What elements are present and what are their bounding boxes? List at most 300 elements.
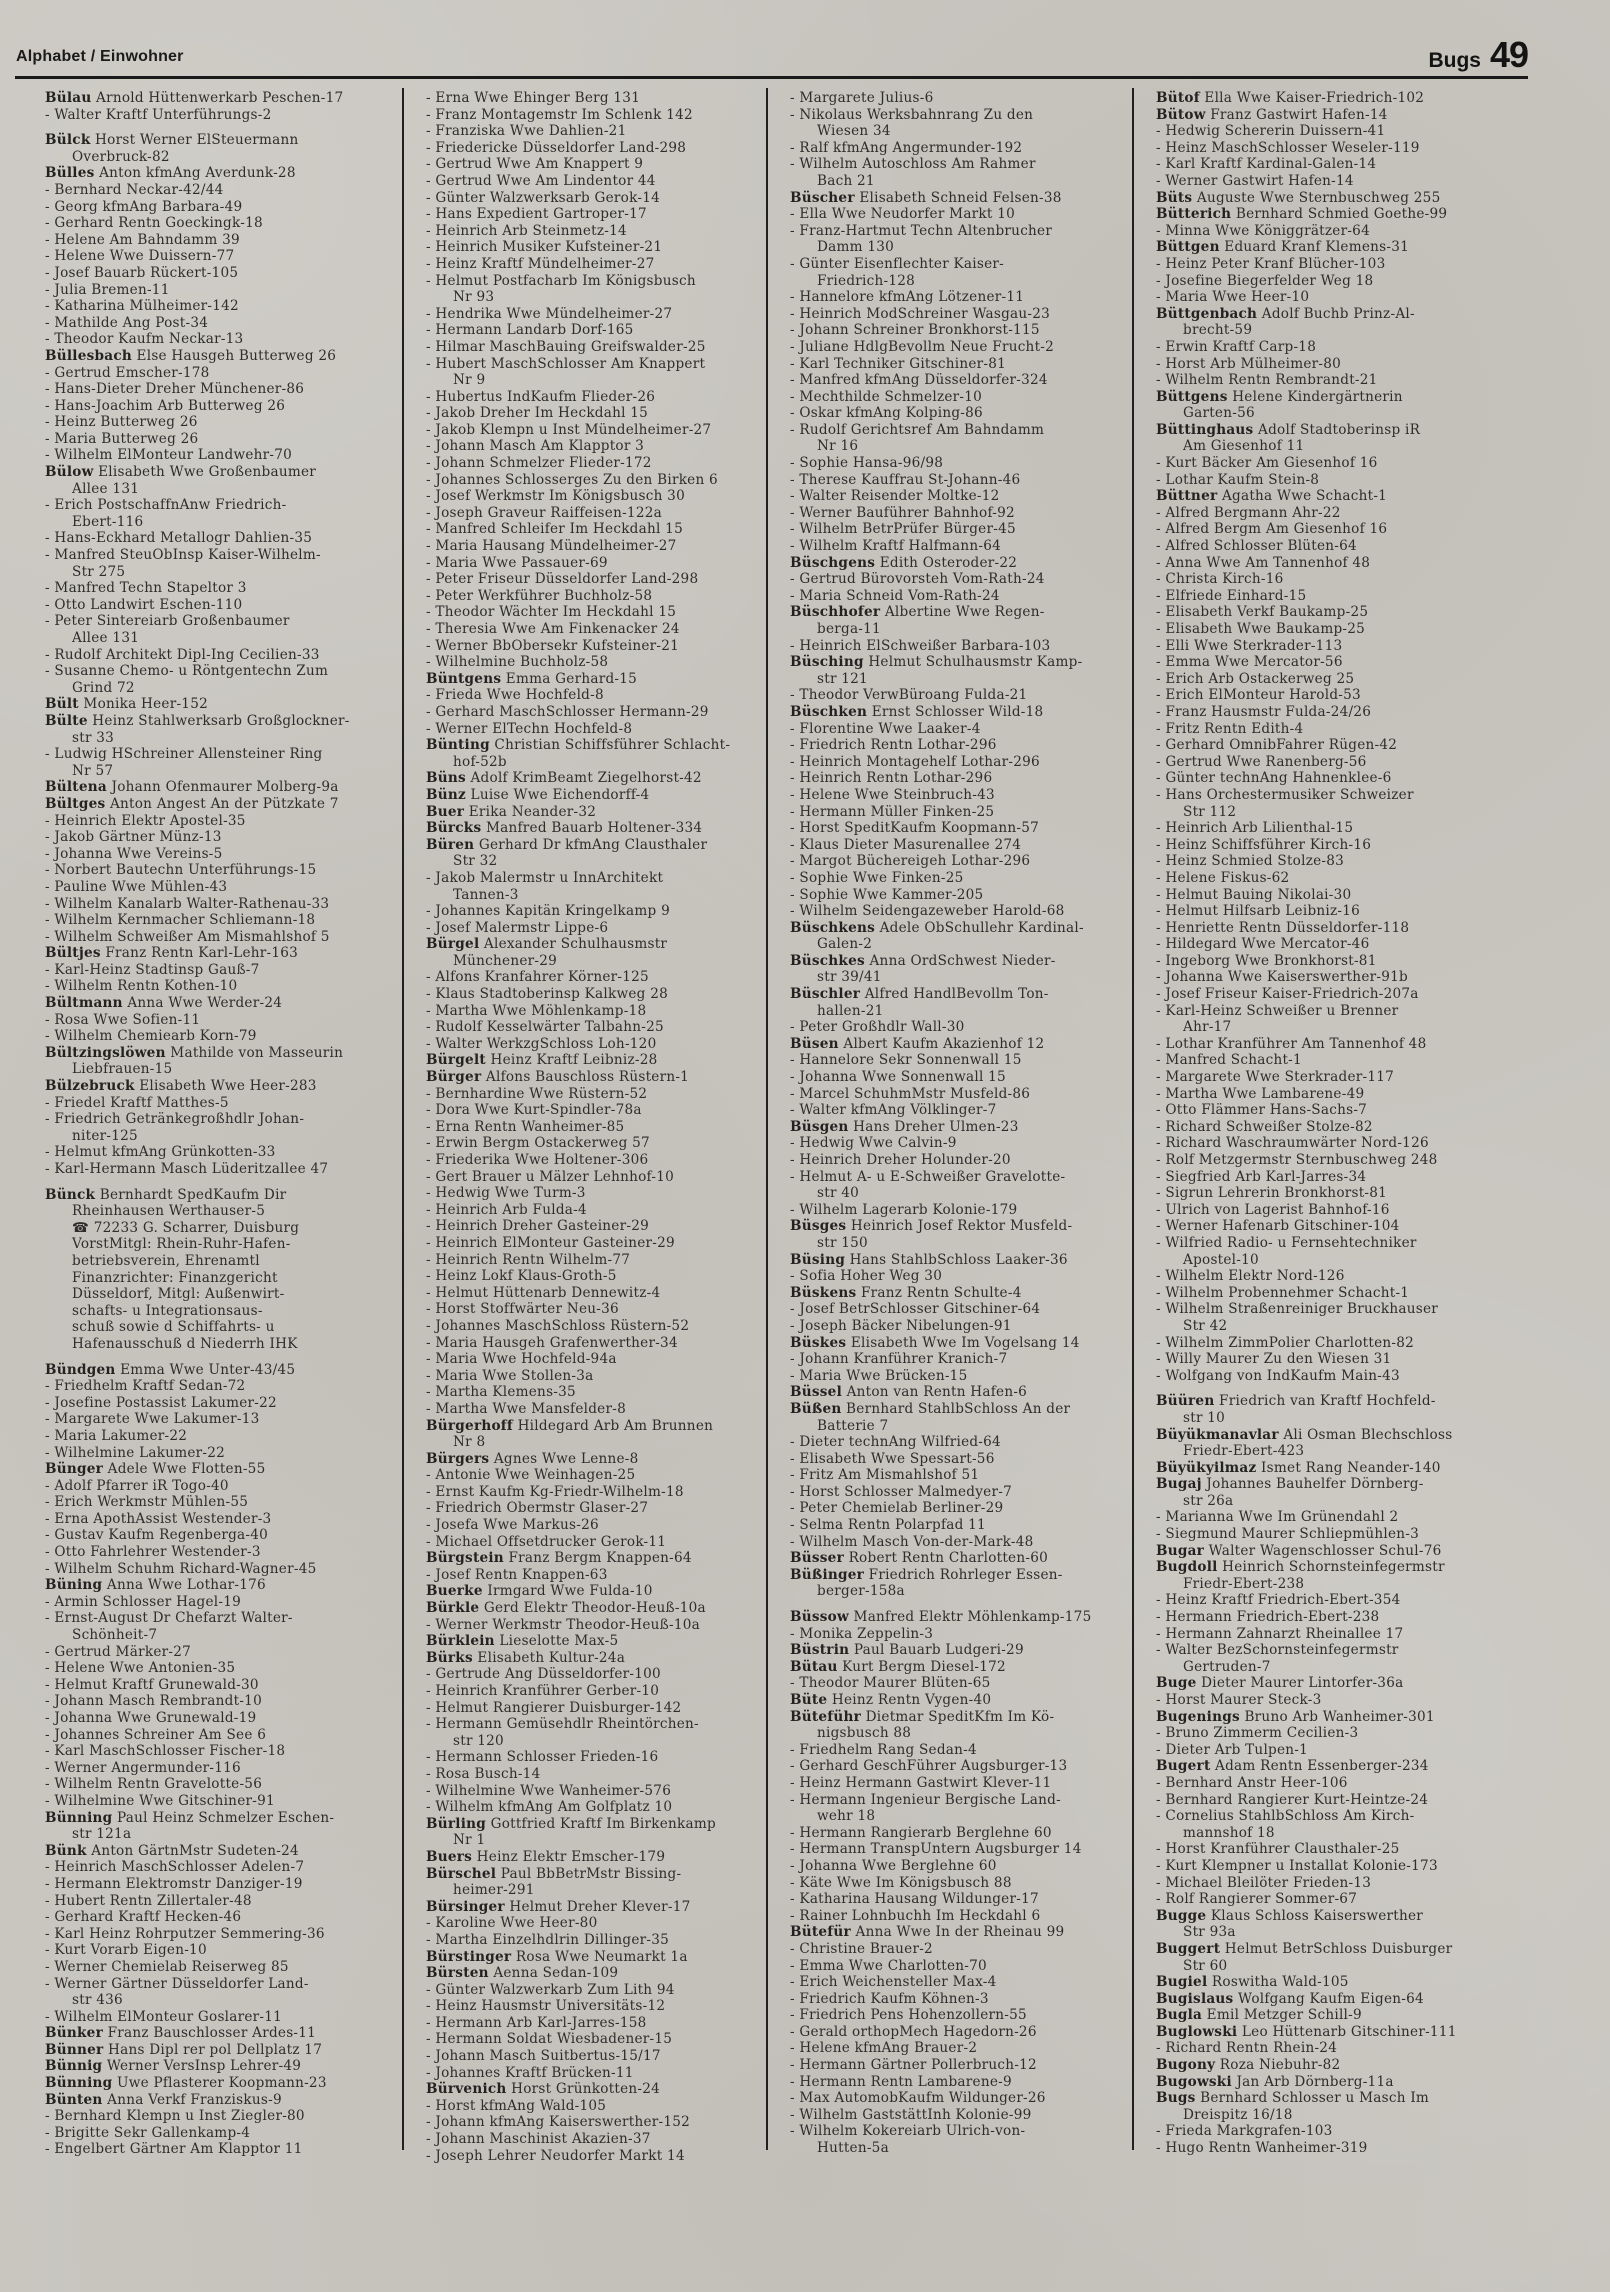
directory-line: Bürsinger Helmut Dreher Klever-17 xyxy=(426,1898,691,1915)
directory-line: - Siegfried Arb Karl-Jarres-34 xyxy=(1156,1168,1367,1185)
directory-line: - Maria Wwe Stollen-3a xyxy=(426,1367,594,1384)
directory-line: schafts- u Integrationsaus- xyxy=(72,1302,263,1319)
directory-line: - Johann Schreiner Bronkhorst-115 xyxy=(790,322,1040,339)
directory-line: - Richard Waschraumwärter Nord-126 xyxy=(1156,1135,1429,1152)
directory-line: Büttgens Helene Kindergärtnerin xyxy=(1156,388,1403,405)
directory-line: Büntgens Emma Gerhard-15 xyxy=(426,670,638,687)
directory-line: - Johannes Kraftf Brücken-11 xyxy=(426,2064,634,2081)
directory-line: Bugdoll Heinrich Schornsteinfegermstr xyxy=(1156,1559,1445,1576)
directory-line: Büyükyilmaz Ismet Rang Neander-140 xyxy=(1156,1459,1441,1476)
directory-line: Allee 131 xyxy=(72,630,140,646)
directory-line: Bülles Anton kfmAng Averdunk-28 xyxy=(45,165,296,182)
directory-line: - Wilhelm ElMonteur Goslarer-11 xyxy=(45,2008,283,2025)
directory-line: Bülte Heinz Stahlwerksarb Großglockner- xyxy=(45,712,350,729)
directory-line: - Maria Wwe Brücken-15 xyxy=(790,1367,968,1384)
directory-line: - Josef Rentn Knappen-63 xyxy=(426,1566,608,1583)
directory-line: - Oskar kfmAng Kolping-86 xyxy=(790,405,983,422)
directory-line: - Marianna Wwe Im Grünendahl 2 xyxy=(1156,1509,1399,1526)
directory-line: - Rolf Rangierer Sommer-67 xyxy=(1156,1891,1358,1908)
directory-line: - Therese Kauffrau St-Johann-46 xyxy=(790,471,1021,488)
directory-line: berga-11 xyxy=(817,621,881,637)
directory-line: - Rainer Lohnbuchh Im Heckdahl 6 xyxy=(790,1907,1041,1924)
directory-line: Bünten Anna Verkf Franziskus-9 xyxy=(45,2091,282,2108)
directory-line: Bugowski Jan Arb Dörnberg-11a xyxy=(1156,2073,1394,2090)
directory-line: Bünker Franz Bauschlosser Ardes-11 xyxy=(45,2025,317,2042)
directory-line: Bütefür Anna Wwe In der Rheinau 99 xyxy=(790,1924,1065,1941)
directory-line: - Hans Orchestermusiker Schweizer xyxy=(1156,786,1414,803)
directory-line: - Friedrich Getränkegroßhdlr Johan- xyxy=(45,1111,305,1128)
directory-line: - Werner Gastwirt Hafen-14 xyxy=(1156,172,1354,189)
directory-line: - Lothar Kaufm Stein-8 xyxy=(1156,471,1320,488)
directory-line: - Rudolf Gerichtsref Am Bahndamm xyxy=(790,421,1045,438)
directory-line: - Wilfried Radio- u Fernsehtechniker xyxy=(1156,1234,1417,1251)
directory-line: - Walter BezSchornsteinfegermstr xyxy=(1156,1642,1399,1659)
directory-line: Bündgen Emma Wwe Unter-43/45 xyxy=(45,1361,296,1378)
directory-line: - Jakob Malermstr u InnArchitekt xyxy=(426,869,664,886)
directory-line: - Sofia Hoher Weg 30 xyxy=(790,1268,943,1285)
directory-line: Ahr-17 xyxy=(1183,1019,1232,1036)
directory-line: Bütof Ella Wwe Kaiser-Friedrich-102 xyxy=(1156,90,1425,106)
directory-line: - Karl Kraftf Kardinal-Galen-14 xyxy=(1156,156,1377,173)
directory-line: - Wilhelm Autoschloss Am Rahmer xyxy=(790,156,1036,173)
column-3 xyxy=(766,90,1132,2157)
directory-line: - Helene Wwe Antonien-35 xyxy=(45,1660,236,1677)
directory-line: - Dora Wwe Kurt-Spindler-78a xyxy=(426,1102,642,1119)
directory-line: str 40 xyxy=(817,1185,860,1202)
directory-line: - Otto Fahrlehrer Westender-3 xyxy=(45,1544,261,1561)
directory-line: - Johanna Wwe Grunewald-19 xyxy=(45,1710,257,1726)
directory-line: - Bruno Zimmerm Cecilien-3 xyxy=(1156,1725,1359,1742)
directory-line: - Werner Hafenarb Gitschiner-104 xyxy=(1156,1218,1400,1235)
directory-line: - Juliane HdlgBevollm Neue Frucht-2 xyxy=(790,338,1055,355)
directory-line: - Erich PostschaffnAnw Friedrich- xyxy=(45,497,287,514)
page-corner xyxy=(1428,34,1528,76)
directory-line: - Ulrich von Lagerist Bahnhof-16 xyxy=(1156,1201,1390,1218)
directory-line: Bünner Hans Dipl rer pol Dellplatz 17 xyxy=(45,2041,323,2058)
directory-line: Bürklein Lieselotte Max-5 xyxy=(426,1633,619,1650)
directory-line: - Horst Schlosser Malmedyer-7 xyxy=(790,1483,1012,1500)
directory-line: Bülow Elisabeth Wwe Großenbaumer xyxy=(45,464,317,481)
directory-line: - Karl-Heinz Schweißer u Brenner xyxy=(1156,1002,1399,1019)
directory-line: - Erwin Bergm Ostackerweg 57 xyxy=(426,1135,650,1152)
directory-line: - Werner Bauführer Bahnhof-92 xyxy=(790,504,1015,521)
directory-line: - Alfred Bergm Am Giesenhof 16 xyxy=(1156,521,1388,538)
directory-line: - Johannes Schreiner Am See 6 xyxy=(45,1726,267,1743)
directory-line xyxy=(1156,1384,1530,1393)
directory-line: - Jakob Gärtner Münz-13 xyxy=(45,829,222,846)
directory-line: str 150 xyxy=(817,1234,868,1251)
directory-line: - Werner BbObersekr Kufsteiner-21 xyxy=(426,637,680,654)
directory-line: - Martha Klemens-35 xyxy=(426,1384,576,1401)
directory-line: - Maria Butterweg 26 xyxy=(45,430,199,447)
directory-line: - Maria Wwe Passauer-69 xyxy=(426,554,608,571)
directory-line: - Walter WerkzgSchloss Loh-120 xyxy=(426,1035,657,1052)
directory-line: - Helmut Postfacharb Im Königsbusch xyxy=(426,272,696,289)
directory-line: - Hermann TranspUntern Augsburger 14 xyxy=(790,1841,1082,1858)
directory-line: - Karl MaschSchlosser Fischer-18 xyxy=(45,1743,286,1760)
directory-line: - Rolf Metzgermstr Sternbuschweg 248 xyxy=(1156,1152,1438,1168)
directory-line: Bürvenich Horst Grünkotten-24 xyxy=(426,2081,661,2098)
directory-line: - Heinz Schmied Stolze-83 xyxy=(1156,853,1345,870)
directory-line: - Gertrud Wwe Am Knappert 9 xyxy=(426,156,644,173)
directory-line: Nr 57 xyxy=(72,762,114,779)
directory-line: - Manfred Techn Stapeltor 3 xyxy=(45,580,247,597)
directory-line: - Hermann Rangierarb Berglehne 60 xyxy=(790,1824,1052,1841)
directory-line: - Hermann Müller Finken-25 xyxy=(790,803,995,820)
directory-line: Bünz Luise Wwe Eichendorff-4 xyxy=(426,786,650,803)
directory-line: - Gertrud Wwe Ranenberg-56 xyxy=(1156,753,1367,770)
directory-line: - Karl-Hermann Masch Lüderitzallee 47 xyxy=(45,1161,329,1177)
directory-line: - Helene Wwe Steinbruch-43 xyxy=(790,786,995,803)
directory-line: Friedrich-128 xyxy=(817,272,916,289)
directory-line: - Hans-Dieter Dreher Münchener-86 xyxy=(45,381,305,398)
directory-line: - Heinz Kraftf Friedrich-Ebert-354 xyxy=(1156,1592,1401,1609)
directory-line: - Emma Wwe Charlotten-70 xyxy=(790,1957,987,1974)
directory-line: - Margarete Wwe Lakumer-13 xyxy=(45,1411,260,1428)
directory-line: - Sigrun Lehrerin Bronkhorst-81 xyxy=(1156,1185,1388,1202)
directory-line: - Erich Werkmstr Mühlen-55 xyxy=(45,1494,249,1511)
directory-line: - Horst SpeditKaufm Koopmann-57 xyxy=(790,820,1040,837)
directory-line: brecht-59 xyxy=(1183,322,1253,339)
directory-line: - Florentine Wwe Laaker-4 xyxy=(790,720,981,737)
directory-line: str 10 xyxy=(1183,1409,1226,1426)
directory-line: Münchener-29 xyxy=(453,952,558,969)
directory-line: - Erich Weichensteller Max-4 xyxy=(790,1974,997,1991)
directory-line: Str 42 xyxy=(1183,1317,1228,1334)
directory-line: Büns Adolf KrimBeamt Ziegelhorst-42 xyxy=(426,770,702,787)
directory-line: Hutten-5a xyxy=(817,2140,889,2157)
directory-line: - Dieter Arb Tulpen-1 xyxy=(1156,1741,1309,1758)
directory-line: - Hedwig Wwe Calvin-9 xyxy=(790,1135,957,1152)
directory-line: - Horst Stoffwärter Neu-36 xyxy=(426,1301,619,1318)
directory-line: - Helmut A- u E-Schweißer Gravelotte- xyxy=(790,1168,1066,1185)
directory-line: - Richard Rentn Rhein-24 xyxy=(1156,2040,1338,2057)
directory-line: - Klaus Stadtoberinsp Kalkweg 28 xyxy=(426,986,668,1003)
directory-line: - Emma Wwe Mercator-56 xyxy=(1156,654,1343,671)
directory-line: Bültzingslöwen Mathilde von Masseurin xyxy=(45,1044,344,1061)
directory-line: - Margot Büchereigeh Lothar-296 xyxy=(790,853,1031,870)
directory-line: - Karl-Heinz Stadtinsp Gauß-7 xyxy=(45,961,260,978)
page-title: Alphabet / Einwohner xyxy=(16,48,184,65)
directory-line: Büsser Robert Rentn Charlotten-60 xyxy=(790,1550,1048,1567)
directory-line: - Hedwig Schererin Duissern-41 xyxy=(1156,123,1386,140)
directory-line: Str 275 xyxy=(72,563,126,580)
directory-line: - Peter Sintereiarb Großenbaumer xyxy=(45,613,290,630)
directory-line: ☎ 72233 G. Scharrer, Duisburg xyxy=(72,1219,300,1236)
directory-line: Bült Monika Heer-152 xyxy=(45,696,208,713)
column-4 xyxy=(1132,90,1530,2157)
directory-line: - Johannes Schlosserges Zu den Birken 6 xyxy=(426,471,718,488)
directory-line: - Willy Maurer Zu den Wiesen 31 xyxy=(1156,1351,1392,1368)
directory-line: - Johannes MaschSchloss Rüstern-52 xyxy=(426,1317,690,1334)
directory-line: Friedr-Ebert-423 xyxy=(1183,1443,1305,1460)
directory-line: - Horst kfmAng Wald-105 xyxy=(426,2097,607,2114)
directory-line: Bugiel Roswitha Wald-105 xyxy=(1156,1974,1349,1991)
directory-line: - Johann kfmAng Kaiserswerther-152 xyxy=(426,2114,691,2131)
directory-line: Büllesbach Else Hausgeh Butterweg 26 xyxy=(45,347,337,364)
directory-line: - Wilhelm Schweißer Am Mismahlshof 5 xyxy=(45,928,330,945)
directory-line: Damm 130 xyxy=(817,239,895,256)
directory-line: - Wilhelm kfmAng Am Golfplatz 10 xyxy=(426,1799,673,1816)
directory-line: - Friedrich Obermstr Glaser-27 xyxy=(426,1500,649,1517)
directory-line: - Ella Wwe Neudorfer Markt 10 xyxy=(790,206,1015,223)
directory-line: - Selma Rentn Polarpfad 11 xyxy=(790,1517,986,1534)
directory-line: str 120 xyxy=(453,1732,504,1749)
directory-line: Bugar Walter Wagenschlosser Schul-76 xyxy=(1156,1542,1442,1559)
page-keyword: Bugs xyxy=(1428,49,1481,72)
directory-line: - Hermann Gemüsehdlr Rheintörchen- xyxy=(426,1716,699,1733)
directory-line: - Wilhelm ZimmPolier Charlotten-82 xyxy=(1156,1334,1415,1351)
directory-line: - Hermann Friedrich-Ebert-238 xyxy=(1156,1609,1380,1626)
directory-line: - Peter Werkführer Buchholz-58 xyxy=(426,587,653,604)
directory-line: - Walter Kraftf Unterführungs-2 xyxy=(45,106,272,123)
directory-line: - Hans-Eckhard Metallogr Dahlien-35 xyxy=(45,530,313,547)
directory-line: - Elfriede Einhard-15 xyxy=(1156,587,1307,604)
directory-line: - Walter kfmAng Völklinger-7 xyxy=(790,1102,997,1119)
directory-line: - Martha Einzelhdlrin Dillinger-35 xyxy=(426,1931,670,1948)
directory-line: - Kurt Klempner u Installat Kolonie-173 xyxy=(1156,1857,1438,1874)
directory-line: - Helmut Bauing Nikolai-30 xyxy=(1156,886,1352,903)
directory-line: Bürstinger Rosa Wwe Neumarkt 1a xyxy=(426,1948,688,1965)
directory-line: Bach 21 xyxy=(817,172,875,189)
directory-line: Büschken Ernst Schlosser Wild-18 xyxy=(790,703,1044,720)
directory-line: str 39/41 xyxy=(817,969,882,986)
directory-line: Büsges Heinrich Josef Rektor Musfeld- xyxy=(790,1218,1073,1235)
directory-line: - Helmut kfmAng Grünkotten-33 xyxy=(45,1144,276,1161)
directory-line: Büts Auguste Wwe Sternbuschweg 255 xyxy=(1156,189,1441,206)
directory-line: - Martha Wwe Lambarene-49 xyxy=(1156,1085,1365,1102)
directory-line: Str 93a xyxy=(1183,1924,1236,1941)
directory-line: - Theodor Kaufm Neckar-13 xyxy=(45,331,244,348)
directory-line: Buge Dieter Maurer Lintorfer-36a xyxy=(1156,1675,1404,1692)
directory-line: - Cornelius StahlbSchloss Am Kirch- xyxy=(1156,1808,1415,1825)
directory-line: - Ralf kfmAng Angermunder-192 xyxy=(790,139,1023,156)
directory-line: - Helene Am Bahndamm 39 xyxy=(45,231,240,248)
directory-line: - Peter Chemielab Berliner-29 xyxy=(790,1500,1004,1517)
directory-line: - Johanna Wwe Berglehne 60 xyxy=(790,1857,997,1874)
directory-line: str 436 xyxy=(72,1992,123,2009)
directory-line: - Hugo Rentn Wanheimer-319 xyxy=(1156,2140,1368,2157)
directory-line: - Johannes Kapitän Kringelkamp 9 xyxy=(426,903,670,920)
directory-line: Büßen Bernhard StahlbSchloss An der xyxy=(790,1400,1071,1417)
directory-line: - Johanna Wwe Vereins-5 xyxy=(45,845,223,862)
directory-line: - Hermann Gärtner Pollerbruch-12 xyxy=(790,2057,1037,2074)
directory-line: - Mathilde Ang Post-34 xyxy=(45,314,209,331)
directory-line: Büskes Elisabeth Wwe Im Vogelsang 14 xyxy=(790,1334,1080,1351)
directory-line: - Sophie Hansa-96/98 xyxy=(790,455,944,472)
directory-line: - Horst Arb Mülheimer-80 xyxy=(1156,355,1342,372)
directory-line: - Wilhelm Rentn Gravelotte-56 xyxy=(45,1776,263,1793)
directory-line: - Joseph Graveur Raiffeisen-122a xyxy=(426,504,662,521)
directory-line: Büren Gerhard Dr kfmAng Clausthaler xyxy=(426,836,708,853)
directory-line: - Theodor VerwBüroang Fulda-21 xyxy=(790,687,1028,704)
directory-line: - Antonie Wwe Weinhagen-25 xyxy=(426,1467,636,1484)
directory-line: Bültmann Anna Wwe Werder-24 xyxy=(45,995,283,1012)
directory-line: Bugony Roza Niebuhr-82 xyxy=(1156,2057,1341,2074)
directory-line: - Alfons Kranfahrer Körner-125 xyxy=(426,969,649,986)
directory-line: - Heinz Butterweg 26 xyxy=(45,414,198,431)
directory-line xyxy=(45,1353,402,1362)
directory-line: - Heinz Hermann Gastwirt Klever-11 xyxy=(790,1774,1052,1791)
directory-line: - Heinrich Rentn Lothar-296 xyxy=(790,770,993,787)
directory-line: Büsching Helmut Schulhausmstr Kamp- xyxy=(790,654,1083,671)
directory-line: - Nikolaus Werksbahnrang Zu den xyxy=(790,106,1034,123)
directory-line: - Hans Expedient Gartroper-17 xyxy=(426,206,647,223)
directory-line: - Hubert MaschSchlosser Am Knappert xyxy=(426,355,706,372)
directory-line: - Manfred Schleifer Im Heckdahl 15 xyxy=(426,521,683,538)
directory-line: - Wilhelmine Lakumer-22 xyxy=(45,1444,226,1461)
directory-line: - Johann Masch Am Klapptor 3 xyxy=(426,438,645,455)
directory-line: Bugenings Bruno Arb Wanheimer-301 xyxy=(1156,1708,1435,1725)
directory-line: - Frieda Markgrafen-103 xyxy=(1156,2123,1333,2140)
directory-line: Büteführ Dietmar SpeditKfm Im Kö- xyxy=(790,1708,1055,1725)
directory-line: Buers Heinz Elektr Emscher-179 xyxy=(426,1848,666,1865)
directory-line: - Wilhelm Kernmacher Schliemann-18 xyxy=(45,912,316,929)
directory-line: - Josefine Postassist Lakumer-22 xyxy=(45,1394,277,1411)
directory-line: - Franziska Wwe Dahlien-21 xyxy=(426,123,627,140)
directory-line: Bürgerhoff Hildegard Arb Am Brunnen xyxy=(426,1417,714,1434)
directory-line: - Werner Werkmstr Theodor-Heuß-10a xyxy=(426,1616,700,1633)
directory-line: Str 32 xyxy=(453,853,498,870)
directory-line: Büttinghaus Adolf Stadtoberinsp iR xyxy=(1156,421,1421,438)
directory-line: - Maria Hausgeh Grafenwerther-34 xyxy=(426,1334,678,1351)
directory-line: - Hedwig Wwe Turm-3 xyxy=(426,1185,586,1202)
directory-line: - Wilhelm Rentn Kothen-10 xyxy=(45,978,238,995)
directory-line: - Gustav Kaufm Regenberga-40 xyxy=(45,1527,269,1544)
directory-line: Bürschel Paul BbBetrMstr Bissing- xyxy=(426,1865,682,1882)
directory-line: - Wilhelm Schuhm Richard-Wagner-45 xyxy=(45,1560,317,1577)
directory-line: - Heinrich Dreher Holunder-20 xyxy=(790,1152,1011,1168)
directory-line: - Wilhelm Masch Von-der-Mark-48 xyxy=(790,1533,1034,1550)
directory-line: - Horst Maurer Steck-3 xyxy=(1156,1692,1322,1708)
directory-line: Büsen Albert Kaufm Akazienhof 12 xyxy=(790,1035,1045,1052)
directory-line: - Gerald orthopMech Hagedorn-26 xyxy=(790,2023,1037,2040)
directory-line: - Pauline Wwe Mühlen-43 xyxy=(45,878,228,895)
directory-line: - Werner Angermunder-116 xyxy=(45,1759,241,1776)
directory-line: - Elisabeth Wwe Baukamp-25 xyxy=(1156,621,1366,637)
directory-line: - Wilhelm BetrPrüfer Bürger-45 xyxy=(790,521,1016,538)
directory-line: - Heinz Lokf Klaus-Groth-5 xyxy=(426,1268,617,1285)
directory-line: - Monika Zeppelin-3 xyxy=(790,1625,934,1642)
directory-line: - Rosa Wwe Sofien-11 xyxy=(45,1011,201,1028)
directory-line: Bugert Adam Rentn Essenberger-234 xyxy=(1156,1758,1429,1775)
directory-line: Bugla Emil Metzger Schill-9 xyxy=(1156,2007,1362,2024)
directory-line: - Friedericke Düsseldorfer Land-298 xyxy=(426,139,687,156)
directory-line: - Hubert Rentn Zillertaler-48 xyxy=(45,1892,252,1909)
directory-line: - Wilhelm Rentn Rembrandt-21 xyxy=(1156,372,1378,389)
directory-line: - Gerhard Kraftf Hecken-46 xyxy=(45,1909,242,1926)
directory-line: - Jakob Dreher Im Heckdahl 15 xyxy=(426,405,649,422)
directory-line: - Hilmar MaschBauing Greifswalder-25 xyxy=(426,338,706,355)
directory-line: - Johanna Wwe Sonnenwall 15 xyxy=(790,1069,1006,1086)
directory-line: - Johann Masch Suitbertus-15/17 xyxy=(426,2048,661,2065)
directory-line: Bürcks Manfred Bauarb Holtener-334 xyxy=(426,820,703,837)
directory-line: - Erich Arb Ostackerweg 25 xyxy=(1156,670,1355,687)
directory-line: - Heinrich Elektr Apostel-35 xyxy=(45,812,246,829)
directory-line: - Jakob Klempn u Inst Mündelheimer-27 xyxy=(426,421,712,438)
directory-line: - Heinz Kraftf Mündelheimer-27 xyxy=(426,255,655,272)
directory-line: - Heinrich ModSchreiner Wasgau-23 xyxy=(790,305,1051,322)
directory-line: - Brigitte Sekr Gallenkamp-4 xyxy=(45,2124,251,2141)
directory-line: Gertruden-7 xyxy=(1183,1658,1271,1675)
directory-line: - Heinrich Arb Fulda-4 xyxy=(426,1201,587,1218)
directory-line: Bugaj Johannes Bauhelfer Dörnberg- xyxy=(1156,1476,1424,1493)
directory-line: Bültges Anton Angest An der Pützkate 7 xyxy=(45,795,339,812)
directory-line: schuß sowie d Schiffahrts- u xyxy=(72,1319,275,1336)
directory-line: Bünning Paul Heinz Schmelzer Eschen- xyxy=(45,1809,335,1826)
directory-line: - Manfred SteuObInsp Kaiser-Wilhelm- xyxy=(45,547,321,564)
directory-line: - Hermann Zahnarzt Rheinallee 17 xyxy=(1156,1625,1404,1642)
directory-line: Büttner Agatha Wwe Schacht-1 xyxy=(1156,488,1388,505)
directory-line: - Max AutomobKaufm Wildunger-26 xyxy=(790,2090,1046,2107)
directory-line: - Friedrich Kaufm Köhnen-3 xyxy=(790,1990,989,2007)
directory-line: - Günter technAng Hahnenklee-6 xyxy=(1156,770,1392,787)
directory-line: - Gertrude Ang Düsseldorfer-100 xyxy=(426,1666,661,1683)
directory-line: Bürgelt Heinz Kraftf Leibniz-28 xyxy=(426,1052,658,1069)
directory-line: - Christa Kirch-16 xyxy=(1156,571,1284,588)
directory-line: Garten-56 xyxy=(1183,405,1255,422)
directory-line: - Theresia Wwe Am Finkenacker 24 xyxy=(426,621,680,637)
directory-line: Bünck Bernhardt SpedKaufm Dir xyxy=(45,1186,287,1203)
directory-line: Ebert-116 xyxy=(72,513,144,530)
directory-line: - Maria Lakumer-22 xyxy=(45,1427,188,1444)
directory-line: Liebfrauen-15 xyxy=(72,1061,173,1078)
directory-line: - Heinz Hausmstr Universitäts-12 xyxy=(426,1998,666,2015)
directory-line: - Maria Schneid Vom-Rath-24 xyxy=(790,587,1000,604)
directory-line: - Josef Bauarb Rückert-105 xyxy=(45,264,239,281)
directory-line: - Karl Techniker Gitschiner-81 xyxy=(790,355,1007,372)
directory-line: - Maria Wwe Hochfeld-94a xyxy=(426,1351,617,1368)
directory-line: - Minna Wwe Königgrätzer-64 xyxy=(1156,222,1370,239)
directory-line: - Walter Reisender Moltke-12 xyxy=(790,488,1000,505)
directory-line: Büsgen Hans Dreher Ulmen-23 xyxy=(790,1118,1019,1135)
directory-line: - Horst Kranführer Clausthaler-25 xyxy=(1156,1841,1400,1858)
directory-line: berger-158a xyxy=(817,1583,905,1600)
directory-line: - Wilhelm Probennehmer Schacht-1 xyxy=(1156,1284,1410,1301)
directory-line: - Hildegard Wwe Mercator-46 xyxy=(1156,936,1370,953)
directory-line: Bünting Christian Schiffsführer Schlacht- xyxy=(426,737,731,754)
directory-line: - Hermann Soldat Wiesbadener-15 xyxy=(426,2031,673,2048)
directory-line: - Hannelore Sekr Sonnenwall 15 xyxy=(790,1052,1022,1069)
directory-line: - Friedrich Pens Hohenzollern-55 xyxy=(790,2007,1027,2024)
directory-line: - Maria Wwe Heer-10 xyxy=(1156,289,1310,306)
directory-line: Büschhofer Albertine Wwe Regen- xyxy=(790,604,1045,621)
directory-line: Buggert Helmut BetrSchloss Duisburger xyxy=(1156,1940,1453,1957)
directory-line: - Karoline Wwe Heer-80 xyxy=(426,1915,598,1932)
directory-line: Büning Anna Wwe Lothar-176 xyxy=(45,1577,266,1594)
directory-line: - Rudolf Architekt Dipl-Ing Cecilien-33 xyxy=(45,646,320,663)
directory-line: Bugs Bernhard Schlosser u Masch Im xyxy=(1156,2090,1430,2107)
directory-line: - Johann Kranführer Kranich-7 xyxy=(790,1351,1008,1368)
directory-line: - Johanna Wwe Kaiserswerther-91b xyxy=(1156,969,1408,986)
directory-line: - Johann Masch Rembrandt-10 xyxy=(45,1693,262,1710)
directory-line: - Wilhelm Kraftf Halfmann-64 xyxy=(790,538,1002,555)
directory-line: - Susanne Chemo- u Röntgentechn Zum xyxy=(45,663,329,680)
directory-line: - Werner Gärtner Düsseldorfer Land- xyxy=(45,1975,309,1992)
directory-line: - Josef Malermstr Lippe-6 xyxy=(426,919,609,936)
directory-line: - Ingeborg Wwe Bronkhorst-81 xyxy=(1156,952,1377,969)
directory-line: - Helmut Kraftf Grunewald-30 xyxy=(45,1676,259,1693)
directory-line: Büstrin Paul Bauarb Ludgeri-29 xyxy=(790,1642,1024,1659)
directory-line: - Margarete Julius-6 xyxy=(790,90,934,106)
directory-line: - Helene Fiskus-62 xyxy=(1156,869,1290,886)
directory-line: Grind 72 xyxy=(72,679,135,696)
directory-line: Rheinhausen Werthauser-5 xyxy=(72,1203,266,1220)
directory-line: - Hermann Schlosser Frieden-16 xyxy=(426,1749,659,1766)
directory-line: - Ernst-August Dr Chefarzt Walter- xyxy=(45,1610,293,1627)
directory-line: Nr 1 xyxy=(453,1832,486,1849)
directory-line: - Alfred Schlosser Blüten-64 xyxy=(1156,538,1357,555)
